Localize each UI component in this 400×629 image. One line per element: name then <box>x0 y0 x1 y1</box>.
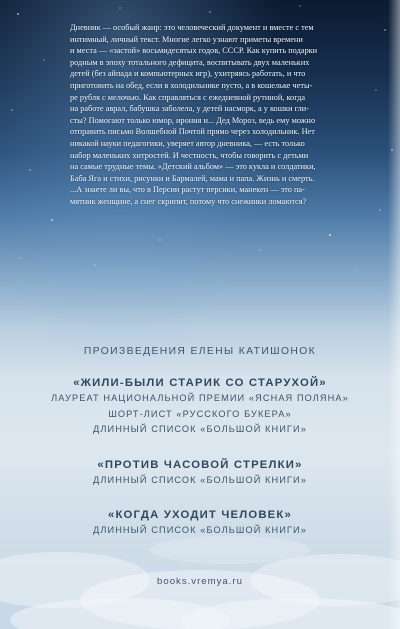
works-section-title: ПРОИЗВЕДЕНИЯ ЕЛЕНЫ КАТИШОНОК <box>83 346 317 357</box>
work-entry <box>40 457 360 489</box>
annotation-line: и места — «застой» восьмидесятых годов, СССР. Как купить подарки <box>70 46 318 56</box>
work-award-note: ДЛИННЫЙ СПИСОК «БОЛЬШОЙ КНИГИ» <box>93 525 307 535</box>
annotation-line: на самые трудные темы. «Детский альбом» — это кукла и солдатики, <box>70 162 316 172</box>
work-title: «ПРОТИВ ЧАСОВОЙ СТРЕЛКИ» <box>97 458 303 471</box>
work-title: «КОГДА УХОДИТ ЧЕЛОВЕК» <box>107 509 292 521</box>
cover-edge-highlight <box>388 0 400 629</box>
work-award-note: ДЛИННЫЙ СПИСОК «БОЛЬШОЙ КНИГИ» <box>93 474 307 485</box>
annotation-line: Дневник — особый жанр: это человеческий документ и вместе с тем <box>70 23 314 32</box>
work-entry <box>40 507 360 539</box>
publisher-website: books.vremya.ru <box>157 576 243 587</box>
annotation-line: детей (без айпада и компьютерных игр), ухитряясь работать, и что <box>70 69 306 79</box>
book-annotation <box>70 22 370 208</box>
work-award-note: ДЛИННЫЙ СПИСОК «БОЛЬШОЙ КНИГИ» <box>93 424 307 434</box>
annotation-line: ...А знаете ли вы, что в Персии растут персики, манекен — это па- <box>70 185 305 195</box>
work-award-note: ШОРТ-ЛИСТ «РУССКОГО БУКЕРА» <box>108 408 292 419</box>
work-award-note: ЛАУРЕАТ НАЦИОНАЛЬНОЙ ПРЕМИИ «ЯСНАЯ ПОЛЯНА» <box>51 393 349 403</box>
annotation-line: мятник женщине, а снег скрипит, потому что снежинки ломаются? <box>70 196 307 206</box>
annotation-line: сты? Помогают только юмор, ирония и... Дед Мороз, ведь ему можно <box>70 115 316 125</box>
annotation-line: интимный, личный текст. Многие легко узнают приметы времени <box>70 34 303 44</box>
annotation-line: Баба Яга и стихи, рисунки и Бармалей, мама и папа. Жизнь и смерть. <box>70 173 315 183</box>
work-title: «ЖИЛИ-БЫЛИ СТАРИК СО СТАРУХОЙ» <box>73 377 327 389</box>
annotation-line: никакой науки педагогики, уверяет автор дневника, — есть только <box>70 138 305 148</box>
annotation-line: на работе аврал, бабушка заболела, у детей насморк, а у кошки гли- <box>70 104 309 114</box>
annotation-line: набор маленьких хитростей. И честность, чтобы говорить с детьми <box>70 150 309 160</box>
annotation-line: ре рубля с мелочью. Как справляться с ежедневной рутиной, когда <box>70 92 306 102</box>
annotation-line: родным в эпоху тотального дефицита, воспитывать двух маленьких <box>70 57 310 67</box>
author-works-section <box>40 346 360 558</box>
annotation-line: приготовить на обед, если в холодильнике пусто, а в кошельке четы- <box>70 80 313 90</box>
annotation-line: отправить письмо Волшебной Почтой прямо через холодильник. Нет <box>70 127 315 137</box>
work-entry <box>40 375 360 438</box>
